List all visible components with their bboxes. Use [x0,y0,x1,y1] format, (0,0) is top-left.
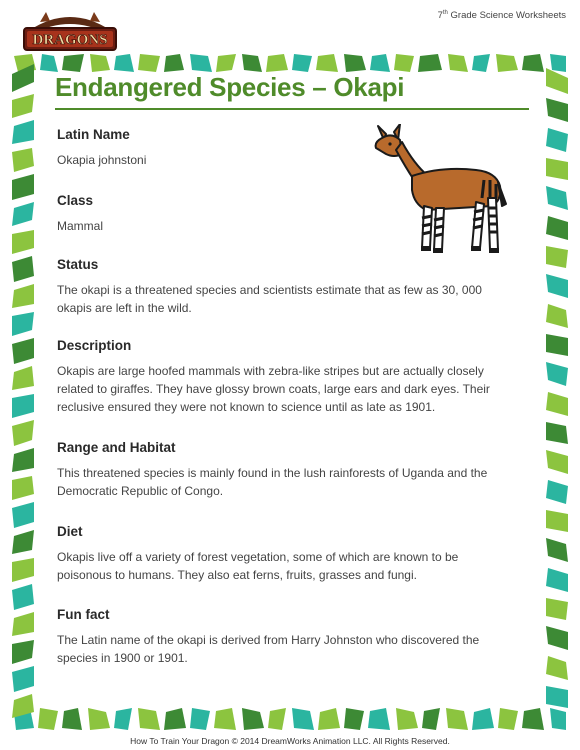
section-heading: Class [57,193,94,208]
worksheet-category-label [438,10,566,21]
section-body: Okapia johnstoni [57,153,147,167]
section-range-habitat [57,440,507,500]
section-heading: Latin Name [57,127,130,142]
logo-text: DRAGONS [32,32,108,48]
section-diet [57,524,507,584]
section-body: Okapis live off a variety of forest vegetation, some of which are known to be poisonous to humans. They also eat ferns, fruits, grasses and fungi. [57,550,459,582]
worksheet-label: Grade Science Worksheets [450,10,566,21]
section-heading: Description [57,338,132,353]
section-heading: Diet [57,524,83,539]
section-heading: Fun fact [57,607,110,622]
decorative-border-top [14,54,566,72]
section-heading: Status [57,257,99,272]
section-body: This threatened species is mainly found in the lush rainforests of Uganda and the Democratic Republic of Congo. [57,466,488,498]
section-fun-fact [57,607,507,667]
title-divider [55,108,529,110]
section-body: Mammal [57,219,104,233]
decorative-border-right [544,54,570,730]
grade-number: 7 [437,10,443,21]
section-description [57,338,507,416]
decorative-border-bottom [14,708,566,730]
section-latin-name [57,127,507,169]
section-class [57,193,507,235]
section-heading: Range and Habitat [57,440,176,455]
dragons-logo [20,8,120,56]
page-title: Endangered Species – Okapi [55,72,405,102]
grade-suffix: th [442,10,448,16]
decorative-border-left [10,54,36,730]
section-body: The Latin name of the okapi is derived from Harry Johnston who discovered the species in 1900 or 1901. [57,633,480,665]
copyright-footer: How To Train Your Dragon © 2014 DreamWorks Animation LLC. All Rights Reserved. [130,736,450,746]
section-body: Okapis are large hoofed mammals with zebra-like stripes but are actually closely related to giraffes. They have glossy brown coats, large ears and dark eyes. Their reclusive ensured they were not known to science until as late as 1901. [57,364,490,414]
section-status [57,257,507,317]
section-body: The okapi is a threatened species and scientists estimate that as few as 30, 000 okapis are left in the wild. [57,283,482,315]
